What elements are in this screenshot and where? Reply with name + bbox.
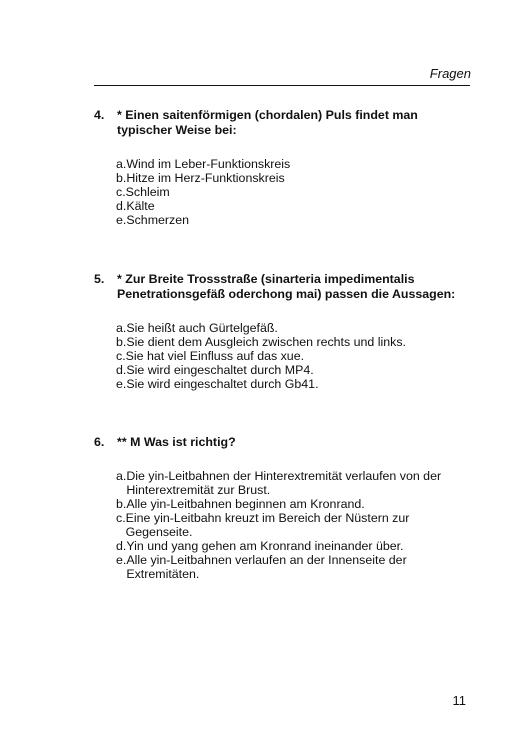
option-letter: b. bbox=[116, 171, 127, 185]
option-text: Eine yin-Leitbahn kreuzt im Bereich der Nüstern zur Gegenseite. bbox=[125, 511, 410, 539]
answer-option-c bbox=[94, 511, 474, 539]
option-letter: a. bbox=[116, 157, 127, 171]
option-text: Sie heißt auch Gürtelgefäß. bbox=[126, 321, 278, 335]
option-text: Wind im Leber-Funktionskreis bbox=[126, 157, 291, 171]
answer-options bbox=[94, 321, 474, 391]
option-letter: d. bbox=[116, 363, 127, 377]
answer-option-b bbox=[94, 171, 474, 185]
answer-options bbox=[94, 469, 474, 581]
option-letter: c. bbox=[116, 185, 126, 199]
answer-option-a bbox=[94, 321, 474, 335]
question-text: * Zur Breite Trossstraße (sinarteria impedimentalis Penetrationsgefäß oderchong mai) passen die Aussagen: bbox=[117, 272, 456, 301]
header-rule bbox=[94, 85, 470, 86]
option-text: Schleim bbox=[125, 185, 170, 199]
answer-option-c bbox=[94, 349, 474, 363]
answer-options bbox=[94, 157, 474, 227]
option-letter: b. bbox=[116, 497, 127, 511]
question-text: ** M Was ist richtig? bbox=[117, 435, 236, 449]
option-text: Sie dient dem Ausgleich zwischen rechts und links. bbox=[126, 335, 406, 349]
answer-option-d bbox=[94, 363, 474, 377]
question-number: 6. bbox=[94, 435, 105, 449]
option-letter: c. bbox=[116, 511, 126, 525]
question-5 bbox=[94, 272, 474, 391]
option-text: Sie wird eingeschaltet durch MP4. bbox=[126, 363, 314, 377]
question-heading bbox=[94, 435, 474, 450]
option-text: Schmerzen bbox=[126, 213, 190, 227]
answer-option-a bbox=[94, 469, 474, 497]
option-text: Yin und yang gehen am Kronrand ineinander über. bbox=[126, 539, 404, 553]
question-heading bbox=[94, 108, 474, 138]
option-letter: e. bbox=[116, 377, 127, 391]
question-4 bbox=[94, 108, 474, 227]
option-letter: e. bbox=[116, 213, 127, 227]
option-text: Sie hat viel Einfluss auf das xue. bbox=[125, 349, 305, 363]
option-letter: d. bbox=[116, 199, 127, 213]
option-text: Alle yin-Leitbahnen verlaufen an der Innenseite der Extremitäten. bbox=[126, 553, 407, 581]
answer-option-a bbox=[94, 157, 474, 171]
answer-option-d bbox=[94, 539, 474, 553]
section-header: Fragen bbox=[429, 66, 471, 81]
question-heading bbox=[94, 272, 474, 302]
question-number: 4. bbox=[94, 108, 105, 122]
page-number: 11 bbox=[452, 693, 466, 708]
answer-option-b bbox=[94, 335, 474, 349]
question-number: 5. bbox=[94, 272, 105, 286]
option-text: Die yin-Leitbahnen der Hinterextremität verlaufen von der Hinterextremität zur Brust. bbox=[126, 469, 442, 497]
option-text: Hitze im Herz-Funktionskreis bbox=[126, 171, 285, 185]
answer-option-e bbox=[94, 553, 474, 581]
option-letter: c. bbox=[116, 349, 126, 363]
option-text: Alle yin-Leitbahnen beginnen am Kronrand. bbox=[126, 497, 365, 511]
option-text: Sie wird eingeschaltet durch Gb41. bbox=[126, 377, 319, 391]
option-letter: e. bbox=[116, 553, 127, 567]
option-letter: b. bbox=[116, 335, 127, 349]
option-letter: d. bbox=[116, 539, 127, 553]
answer-option-c bbox=[94, 185, 474, 199]
option-text: Kälte bbox=[126, 199, 155, 213]
option-letter: a. bbox=[116, 469, 127, 483]
answer-option-d bbox=[94, 199, 474, 213]
answer-option-b bbox=[94, 497, 474, 511]
answer-option-e bbox=[94, 213, 474, 227]
question-text: * Einen saitenförmigen (chordalen) Puls findet man typischer Weise bei: bbox=[117, 108, 418, 137]
answer-option-e bbox=[94, 377, 474, 391]
question-6 bbox=[94, 435, 474, 581]
option-letter: a. bbox=[116, 321, 127, 335]
